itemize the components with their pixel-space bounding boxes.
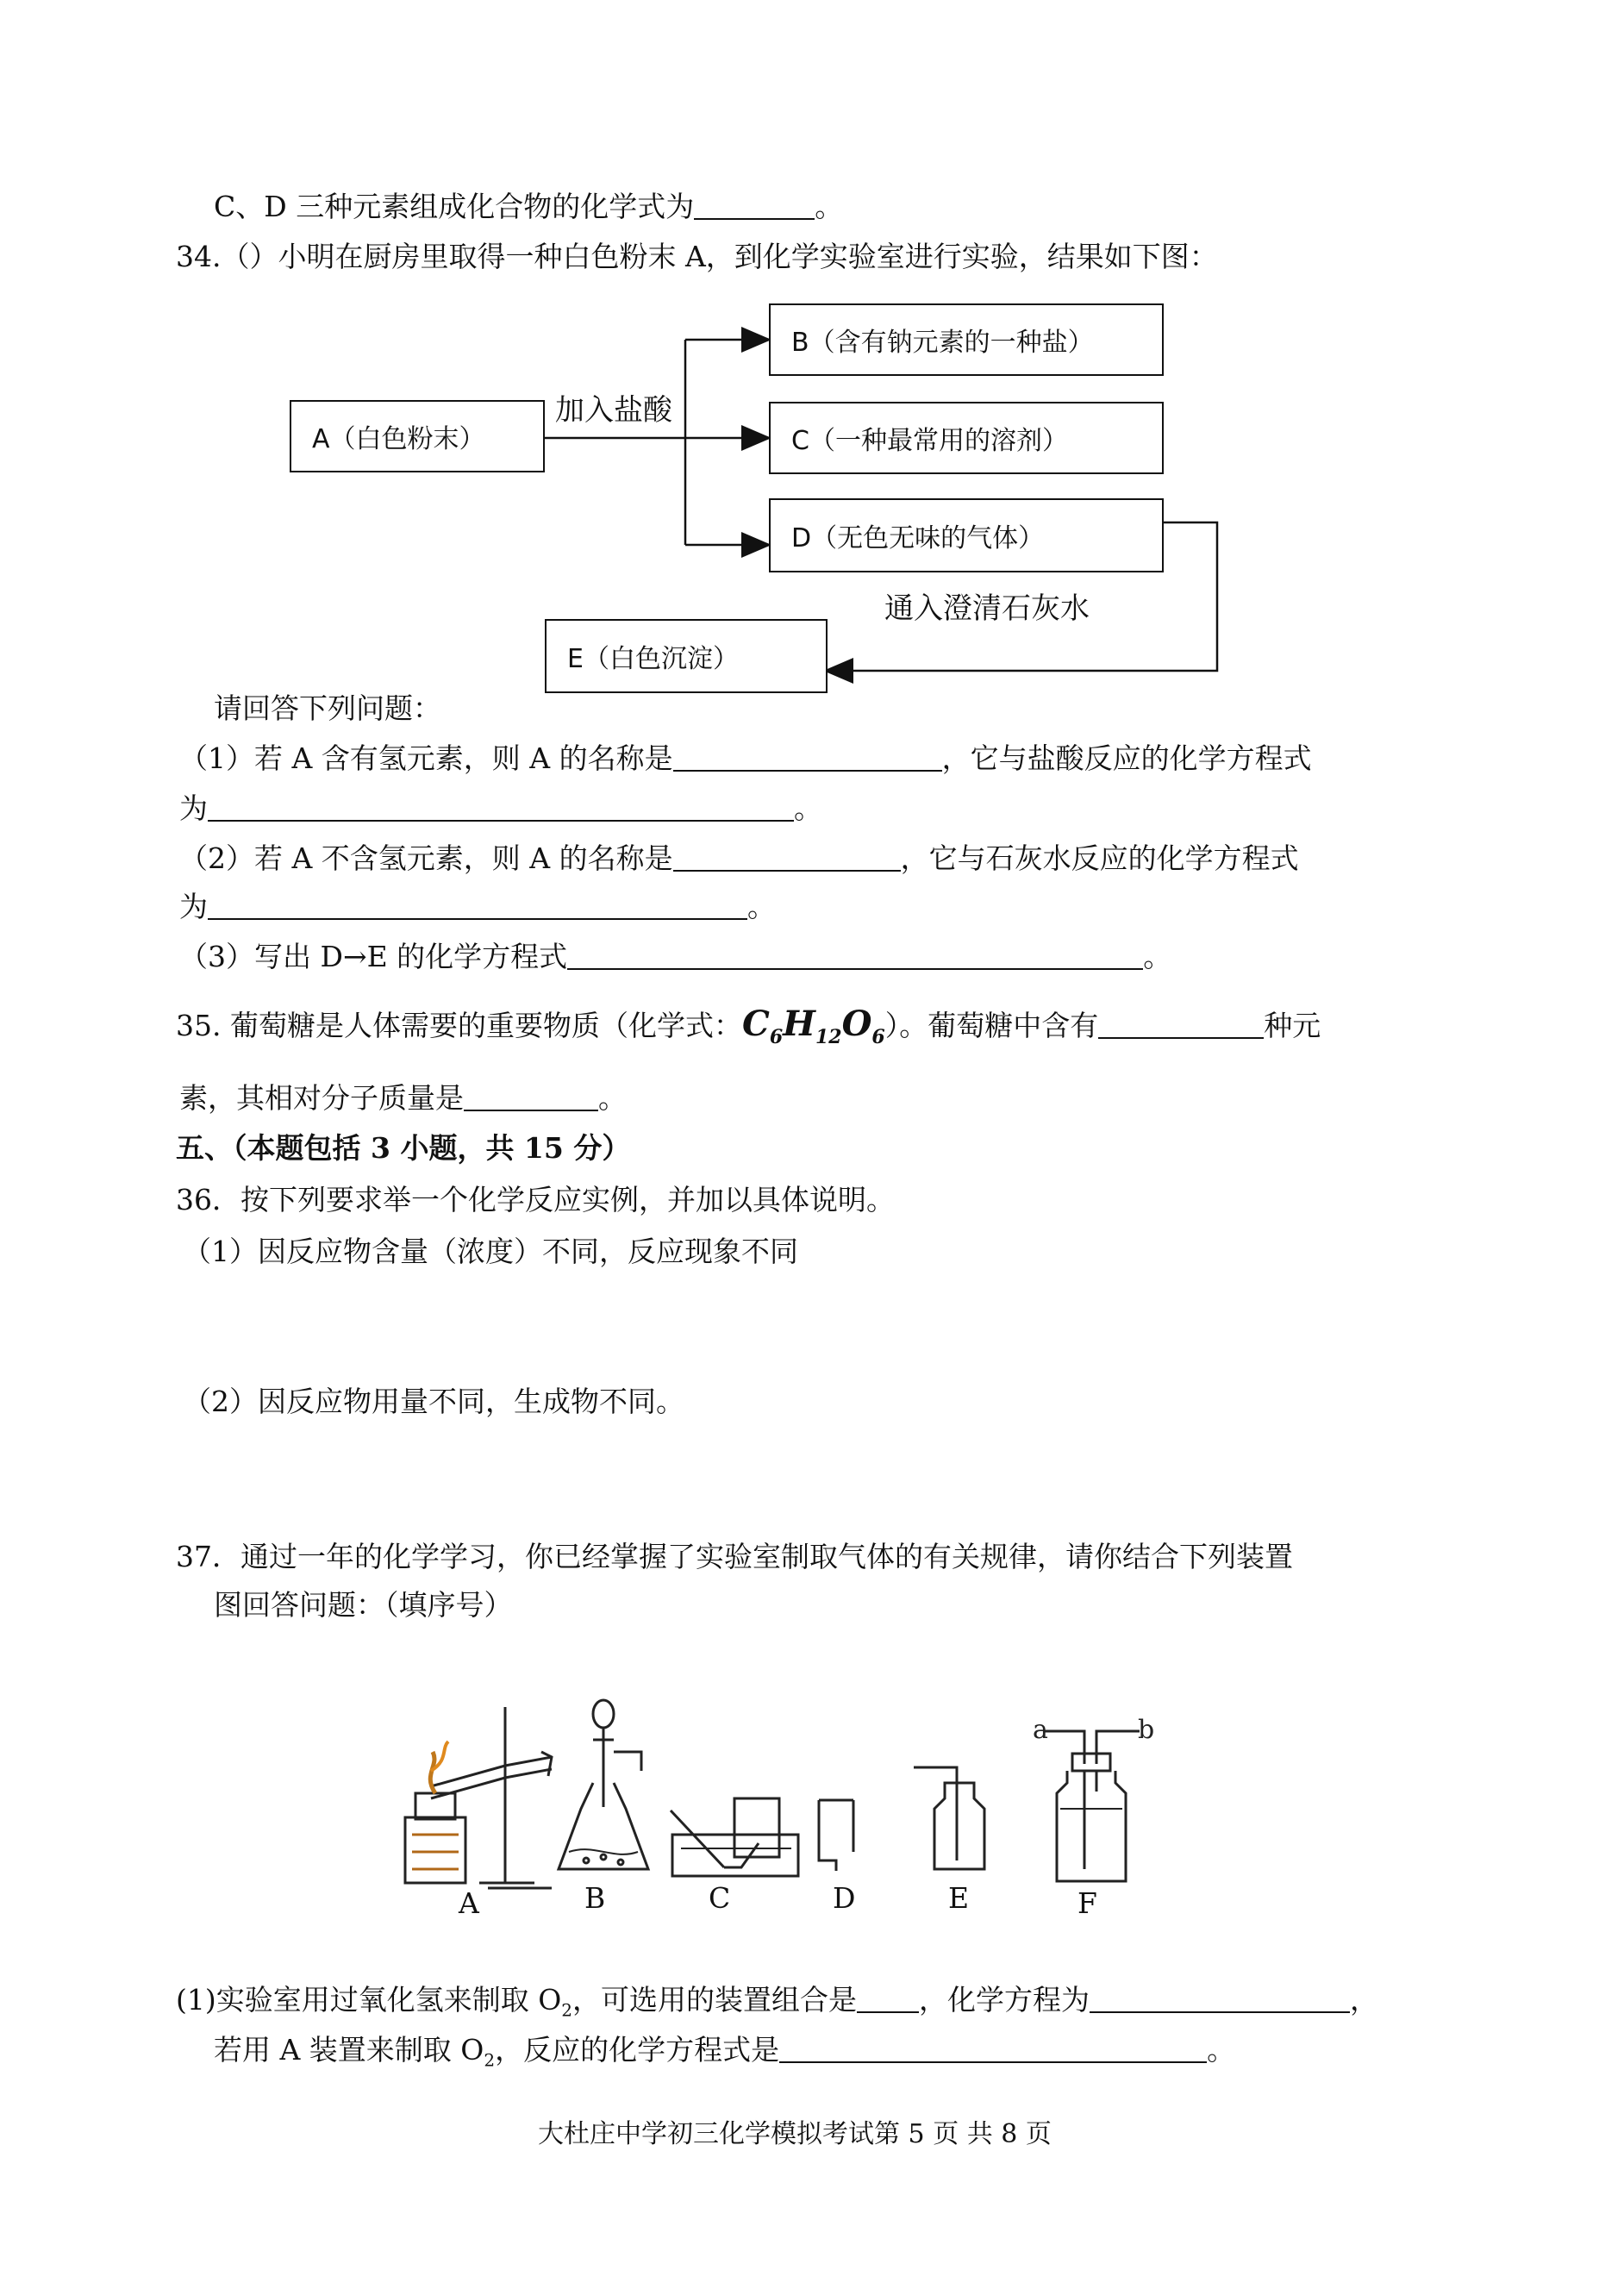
apparatus-label-b: B — [584, 1881, 606, 1915]
line-cd: C、D 三种元素组成化合物的化学式为 。 — [214, 190, 844, 223]
q34-part2: （2）若 A 不含氢元素，则 A 的名称是 ，它与石灰水反应的化学方程式 — [179, 841, 1299, 875]
tube-label-b: b — [1138, 1715, 1155, 1745]
flow-box-d: D（无色无味的气体） — [769, 498, 1164, 572]
apparatus-c-drawing — [671, 1798, 798, 1876]
answer-blank[interactable] — [673, 742, 942, 772]
q35-line1: 35. 葡萄糖是人体需要的重要物质（化学式：$C_6H_{12}O_6$）。葡萄糖中含有 种元 — [176, 1004, 1321, 1048]
q37-part1-line2: 若用 A 装置来制取 $O_2$，反应的化学方程式是 。 — [214, 2033, 1236, 2071]
flow-box-a: A（白色粉末） — [290, 400, 545, 472]
apparatus-e-drawing — [914, 1767, 984, 1869]
q36-stem: 36．按下列要求举一个化学反应实例，并加以具体说明。 — [176, 1183, 895, 1216]
answer-blank[interactable] — [779, 2034, 1207, 2063]
answer-blank[interactable] — [1098, 1010, 1264, 1039]
flow-box-e: E（白色沉淀） — [545, 619, 828, 693]
q34-stem: 34.（）小明在厨房里取得一种白色粉末 A，到化学实验室进行实验，结果如下图： — [176, 240, 1218, 273]
section-heading: 五、（本题包括 3 小题，共 15 分） — [176, 1131, 631, 1165]
answer-blank[interactable] — [857, 1984, 919, 2013]
apparatus-label-c: C — [709, 1881, 731, 1915]
apparatus-label-a: A — [459, 1886, 479, 1920]
apparatus-a-drawing — [405, 1707, 552, 1888]
apparatus-label-e: E — [948, 1881, 970, 1915]
page-footer: 大杜庄中学初三化学模拟考试第 5 页 共 8 页 — [538, 2119, 1052, 2149]
q36-part1: （1）因反应物含量（浓度）不同，反应现象不同 — [183, 1235, 798, 1268]
label-limewater: 通入澄清石灰水 — [884, 591, 1090, 626]
flow-box-c: C（一种最常用的溶剂） — [769, 402, 1164, 474]
answer-blank[interactable] — [1090, 1984, 1350, 2013]
q34-part3: （3）写出 D→E 的化学方程式 。 — [179, 940, 1172, 973]
q34-prompt: 请回答下列问题： — [214, 691, 441, 725]
flow-box-b: B（含有钠元素的一种盐） — [769, 303, 1164, 376]
label-add-acid: 加入盐酸 — [555, 393, 672, 428]
answer-blank[interactable] — [567, 941, 1143, 970]
apparatus-diagram — [0, 1697, 1624, 1921]
q36-part2: （2）因反应物用量不同，生成物不同。 — [183, 1385, 684, 1418]
tube-label-a: a — [1033, 1715, 1048, 1745]
q34-part1-equation: 为 。 — [179, 791, 822, 825]
current-page: 5 — [908, 2119, 925, 2149]
answer-blank[interactable] — [208, 891, 747, 920]
q34-part1: （1）若 A 含有氢元素，则 A 的名称是 ，它与盐酸反应的化学方程式 — [179, 741, 1312, 775]
apparatus-b-drawing — [559, 1700, 648, 1869]
q37-stem-line2: 图回答问题：（填序号） — [214, 1588, 513, 1622]
apparatus-d-drawing — [819, 1800, 853, 1871]
answer-blank[interactable] — [208, 792, 794, 822]
apparatus-label-d: D — [833, 1881, 856, 1915]
answer-blank[interactable] — [464, 1082, 598, 1111]
q35-line2: 素，其相对分子质量是 。 — [179, 1081, 627, 1115]
q34-part2-equation: 为 。 — [179, 890, 776, 923]
total-pages: 8 — [1001, 2119, 1018, 2149]
glucose-formula: $C_6H_{12}O_6$ — [741, 1004, 885, 1048]
answer-blank[interactable] — [673, 842, 901, 872]
apparatus-label-f: F — [1077, 1886, 1097, 1920]
q37-part1-line1: (1)实验室用过氧化氢来制取 $O_2$，可选用的装置组合是 ，化学方程为 ， — [176, 1983, 1379, 2021]
answer-blank[interactable] — [694, 191, 815, 220]
apparatus-f-drawing — [1045, 1731, 1140, 1881]
q37-stem-line1: 37．通过一年的化学学习，你已经掌握了实验室制取气体的有关规律，请你结合下列装置 — [176, 1540, 1293, 1573]
